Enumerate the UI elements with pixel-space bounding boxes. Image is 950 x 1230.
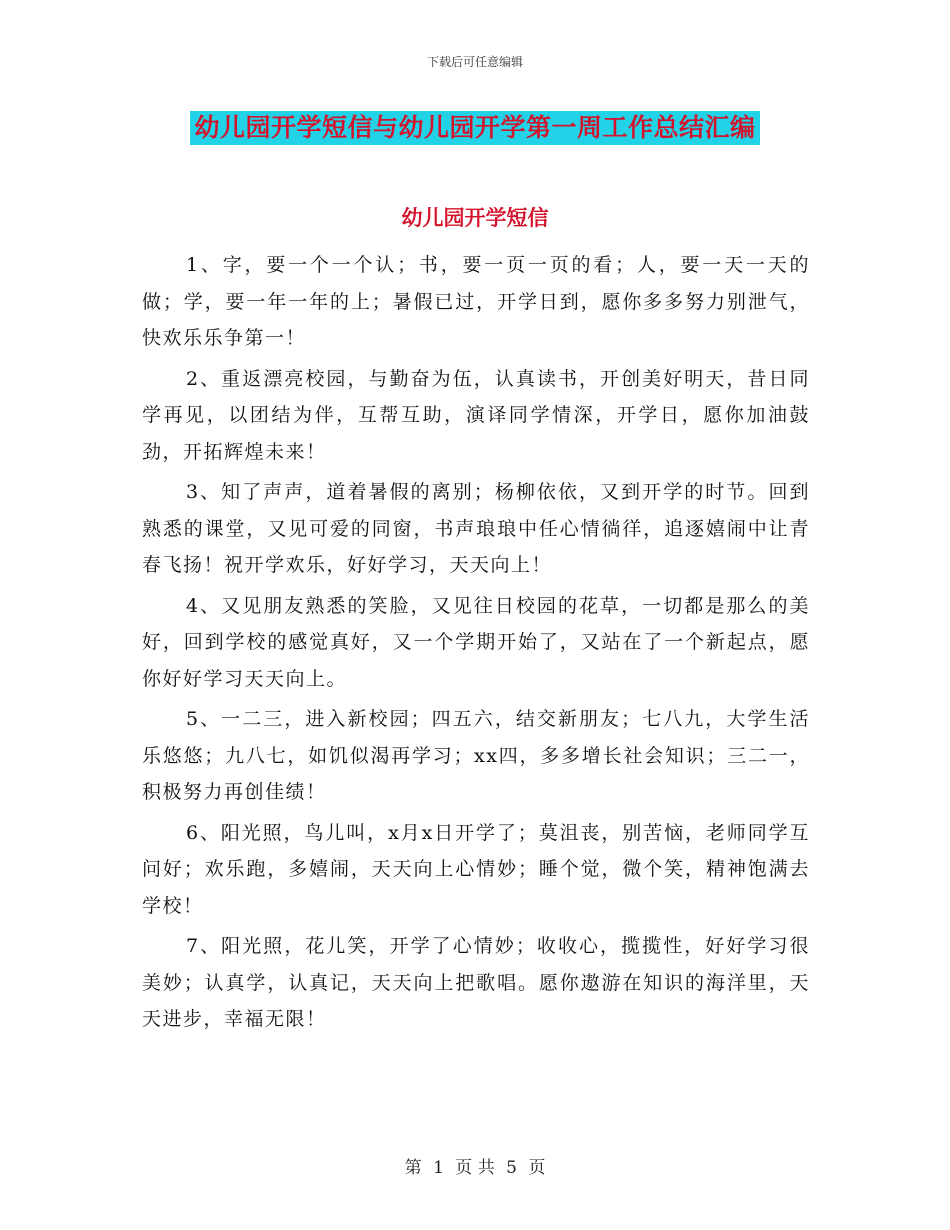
paragraph-6: 6、阳光照，鸟儿叫，x月x日开学了；莫沮丧，别苦恼，老师同学互问好；欢乐跑，多嬉闹，天天向上心情妙；睡个觉，微个笑，精神饱满去学校！ [142,821,810,917]
document-title-container [0,111,950,145]
paragraph-5: 5、一二三，进入新校园；四五六，结交新朋友；七八九，大学生活乐悠悠；九八七，如饥似渴再学习；xx四，多多增长社会知识；三二一，积极努力再创佳绩！ [142,708,810,803]
document-body [142,247,810,1042]
paragraph-3: 3、知了声声，道着暑假的离别；杨柳依依，又到开学的时节。回到熟悉的课堂，又见可爱的同窗，书声琅琅中任心情徜徉，追逐嬉闹中让青春飞扬！祝开学欢乐，好好学习，天天向上！ [142,481,810,576]
footer-page-number: 1 [433,1158,444,1178]
paragraph-1: 1、字，要一个一个认；书，要一页一页的看；人，要一天一天的做；学，要一年一年的上；暑假已过，开学日到，愿你多多努力别泄气，快欢乐乐争第一！ [142,254,810,349]
footer-middle: 页 共 [455,1158,495,1178]
page-header-note: 下载后可任意编辑 [426,55,523,69]
paragraph-4: 4、又见朋友熟悉的笑脸，又见往日校园的花草，一切都是那么的美好，回到学校的感觉真好，又一个学期开始了，又站在了一个新起点，愿你好好学习天天向上。 [142,594,810,690]
paragraph-2: 2、重返漂亮校园，与勤奋为伍，认真读书，开创美好明天，昔日同学再见，以团结为伴，互帮互助，演译同学情深，开学日，愿你加油鼓劲，开拓辉煌未来！ [142,367,810,463]
footer-total-pages: 5 [506,1158,517,1178]
section-title: 幼儿园开学短信 [401,205,549,230]
document-title: 幼儿园开学短信与幼儿园开学第一周工作总结汇编 [190,111,759,145]
page-footer [0,1153,950,1178]
footer-prefix: 第 [404,1158,422,1178]
footer-suffix: 页 [528,1158,546,1178]
paragraph-7: 7、阳光照，花儿笑，开学了心情妙；收收心，揽揽性，好好学习很美妙；认真学，认真记，天天向上把歌唱。愿你遨游在知识的海洋里，天天进步，幸福无限！ [142,935,810,1030]
